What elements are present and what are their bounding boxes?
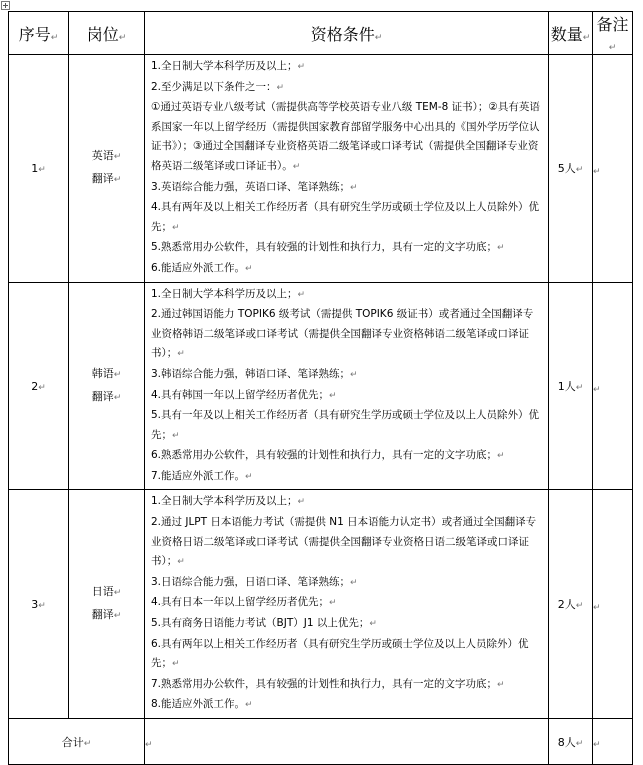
total-conditions: ↵ <box>145 719 549 765</box>
row-seq: 2↵ <box>9 282 69 490</box>
row-note: ↵ <box>593 55 633 283</box>
header-note: 备注↵ <box>593 12 633 55</box>
row-count: 2人↵ <box>549 490 593 719</box>
total-note: ↵ <box>593 719 633 765</box>
header-count: 数量↵ <box>549 12 593 55</box>
row-conditions: 1.全日制大学本科学历及以上；↵ 2.通过 JLPT 日本语能力考试（需提供 N1 日本语能力认定书）或者通过全国翻译专业资格日语二级笔译或口译考试（需提供全国翻译专业资格日语二级笔译或口译证书）；↵ 3.日语综合能力强，日语口译、笔译熟练；↵ 4.具有日本一年以上留学经历者优先；↵ 5.具有商务日语能力考试（BJT）J1 以上优先；↵ 6.具有两年以上相关工作经历者（具有研究生学历或硕士学位及以上人员除外）优先；↵ 7.熟悉常用办公软件，具有较强的计划性和执行力，具有一定的文字功底；↵ 8.能适应外派工作。↵ <box>145 490 549 719</box>
row-post: 日语↵ 翻译↵ <box>69 490 145 719</box>
row-count: 1人↵ <box>549 282 593 490</box>
requirements-table <box>8 11 633 765</box>
header-post: 岗位↵ <box>69 12 145 55</box>
table-row <box>9 282 633 490</box>
row-post: 韩语↵ 翻译↵ <box>69 282 145 490</box>
row-count: 5人↵ <box>549 55 593 283</box>
header-conditions: 资格条件↵ <box>145 12 549 55</box>
row-note: ↵ <box>593 490 633 719</box>
row-note: ↵ <box>593 282 633 490</box>
total-row <box>9 719 633 765</box>
table-header-row <box>9 12 633 55</box>
table-row <box>9 490 633 719</box>
table-row <box>9 55 633 283</box>
total-label: 合计↵ <box>9 719 145 765</box>
total-count: 8人↵ <box>549 719 593 765</box>
row-conditions: 1.全日制大学本科学历及以上；↵ 2.通过韩国语能力 TOPIK6 级考试（需提供 TOPIK6 级证书）或者通过全国翻译专业资格韩语二级笔译或口译考试（需提供全国翻译专业资格韩语二级笔译或口译证书）；↵ 3.韩语综合能力强，韩语口译、笔译熟练；↵ 4.具有韩国一年以上留学经历者优先；↵ 5.具有一年及以上相关工作经历者（具有研究生学历或硕士学位及以上人员除外）优先；↵ 6.熟悉常用办公软件，具有较强的计划性和执行力，具有一定的文字功底；↵ 7.能适应外派工作。↵ <box>145 282 549 490</box>
header-seq: 序号↵ <box>9 12 69 55</box>
row-seq: 1↵ <box>9 55 69 283</box>
row-post: 英语↵ 翻译↵ <box>69 55 145 283</box>
row-seq: 3↵ <box>9 490 69 719</box>
row-conditions: 1.全日制大学本科学历及以上；↵ 2.至少满足以下条件之一：↵ ①通过英语专业八级考试（需提供高等学校英语专业八级 TEM-8 证书）；②具有英语系国家一年以上留学经历（需提供国家教育部留学服务中心出具的《国外学历学位认证书》）；③通过全国翻译专业资格英语二级笔译或口译考试（需提供全国翻译专业资格英语二级笔译或口译证书）。↵ 3.英语综合能力强，英语口译、笔译熟练；↵ 4.具有两年及以上相关工作经历者（具有研究生学历或硕士学位及以上人员除外）优先；↵ 5.熟悉常用办公软件，具有较强的计划性和执行力，具有一定的文字功底；↵ 6.能适应外派工作。↵ <box>145 55 549 283</box>
table-move-handle-icon[interactable] <box>1 1 10 10</box>
